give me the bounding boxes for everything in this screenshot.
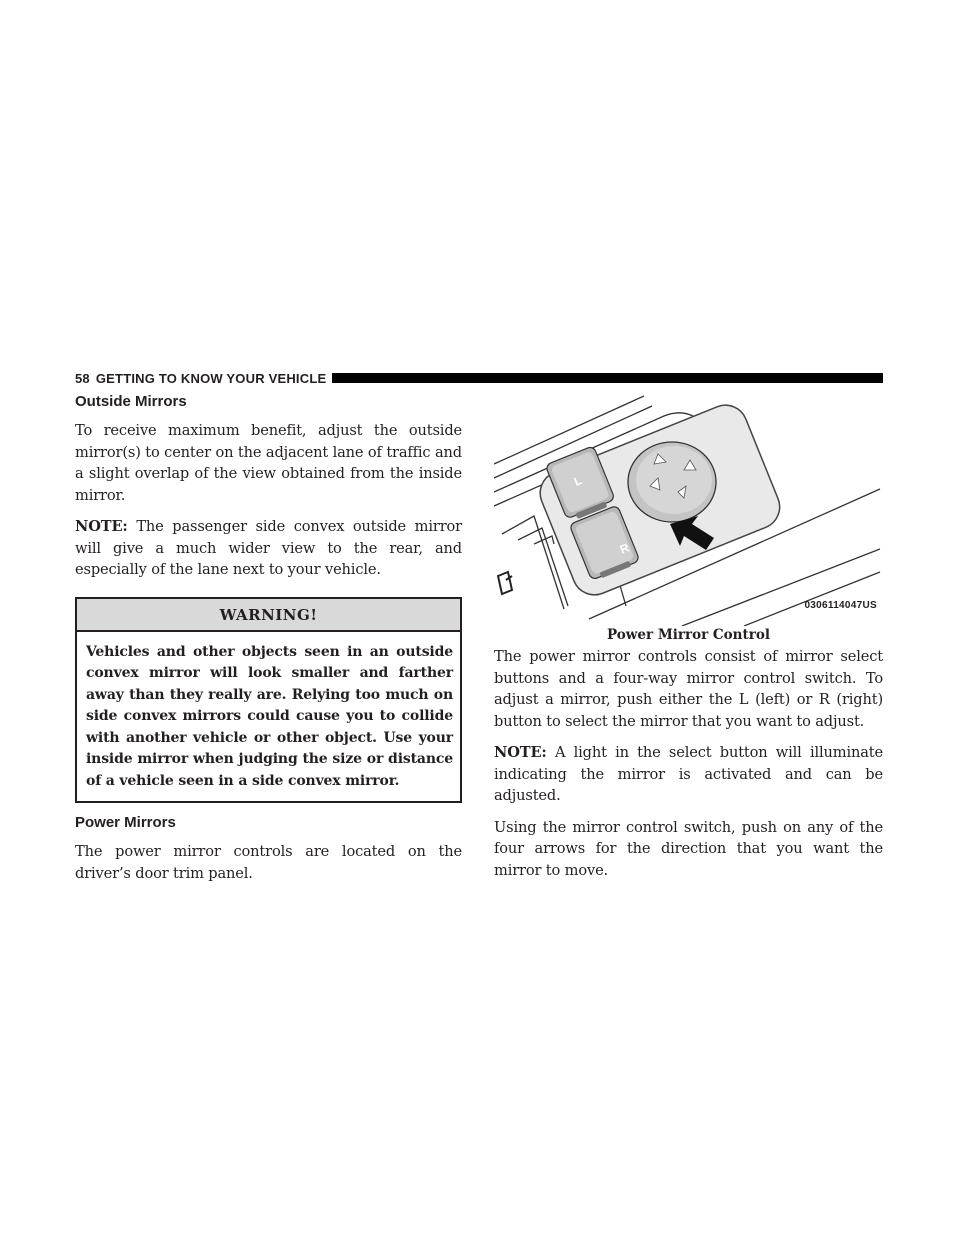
note-label: NOTE: — [75, 518, 128, 535]
note-paragraph-2 — [494, 742, 883, 807]
left-column — [75, 394, 462, 894]
power-mirror-control-figure — [494, 394, 883, 626]
right-column — [494, 394, 883, 891]
section-title: GETTING TO KNOW YOUR VEHICLE — [95, 370, 327, 386]
outside-mirrors-heading: Outside Mirrors — [75, 393, 187, 410]
power-mirrors-heading: Power Mirrors — [75, 814, 176, 831]
warning-title: WARNING! — [77, 599, 460, 632]
warning-text: Vehicles and other objects seen in an outside convex mirror will look smaller and farther away than they really are. Relying too much on side convex mirrors could cause you to collide with another vehicle or other object. Use your inside mirror when judging the size or distance of a vehicle seen in a side convex mirror. — [86, 643, 453, 789]
page-header — [75, 370, 883, 386]
figure-id: 0306114047US — [804, 600, 877, 611]
mirror-controls-paragraph: The power mirror controls consist of mirror select buttons and a four-way mirror control switch. To adjust a mirror, push either the L (left) or R (right) button to select the mirror that you want to adjust. — [494, 648, 883, 730]
outside-mirrors-paragraph: To receive maximum benefit, adjust the outside mirror(s) to center on the adjacent lane of traffic and a slight overlap of the view obtained from the inside mirror. — [75, 422, 462, 504]
figure-caption: Power Mirror Control — [607, 627, 770, 643]
page-number: 58 — [75, 370, 90, 386]
header-rule — [332, 373, 883, 383]
note-paragraph — [75, 516, 462, 581]
power-mirrors-paragraph: The power mirror controls are located on the driver’s door trim panel. — [75, 843, 462, 882]
mirror-switch-paragraph: Using the mirror control switch, push on any of the four arrows for the direction that you want the mirror to move. — [494, 818, 883, 879]
figure-label-right: R — [617, 540, 632, 557]
figure-label-left: L — [571, 473, 584, 489]
note-text-2: A light in the select button will illuminate indicating the mirror is activated and can be adjusted. — [494, 744, 883, 804]
note-label-2: NOTE: — [494, 744, 547, 761]
warning-box — [75, 597, 462, 804]
note-text: The passenger side convex outside mirror will give a much wider view to the rear, and especially of the lane next to your vehicle. — [75, 518, 462, 578]
mirror-control-illustration — [494, 394, 883, 626]
